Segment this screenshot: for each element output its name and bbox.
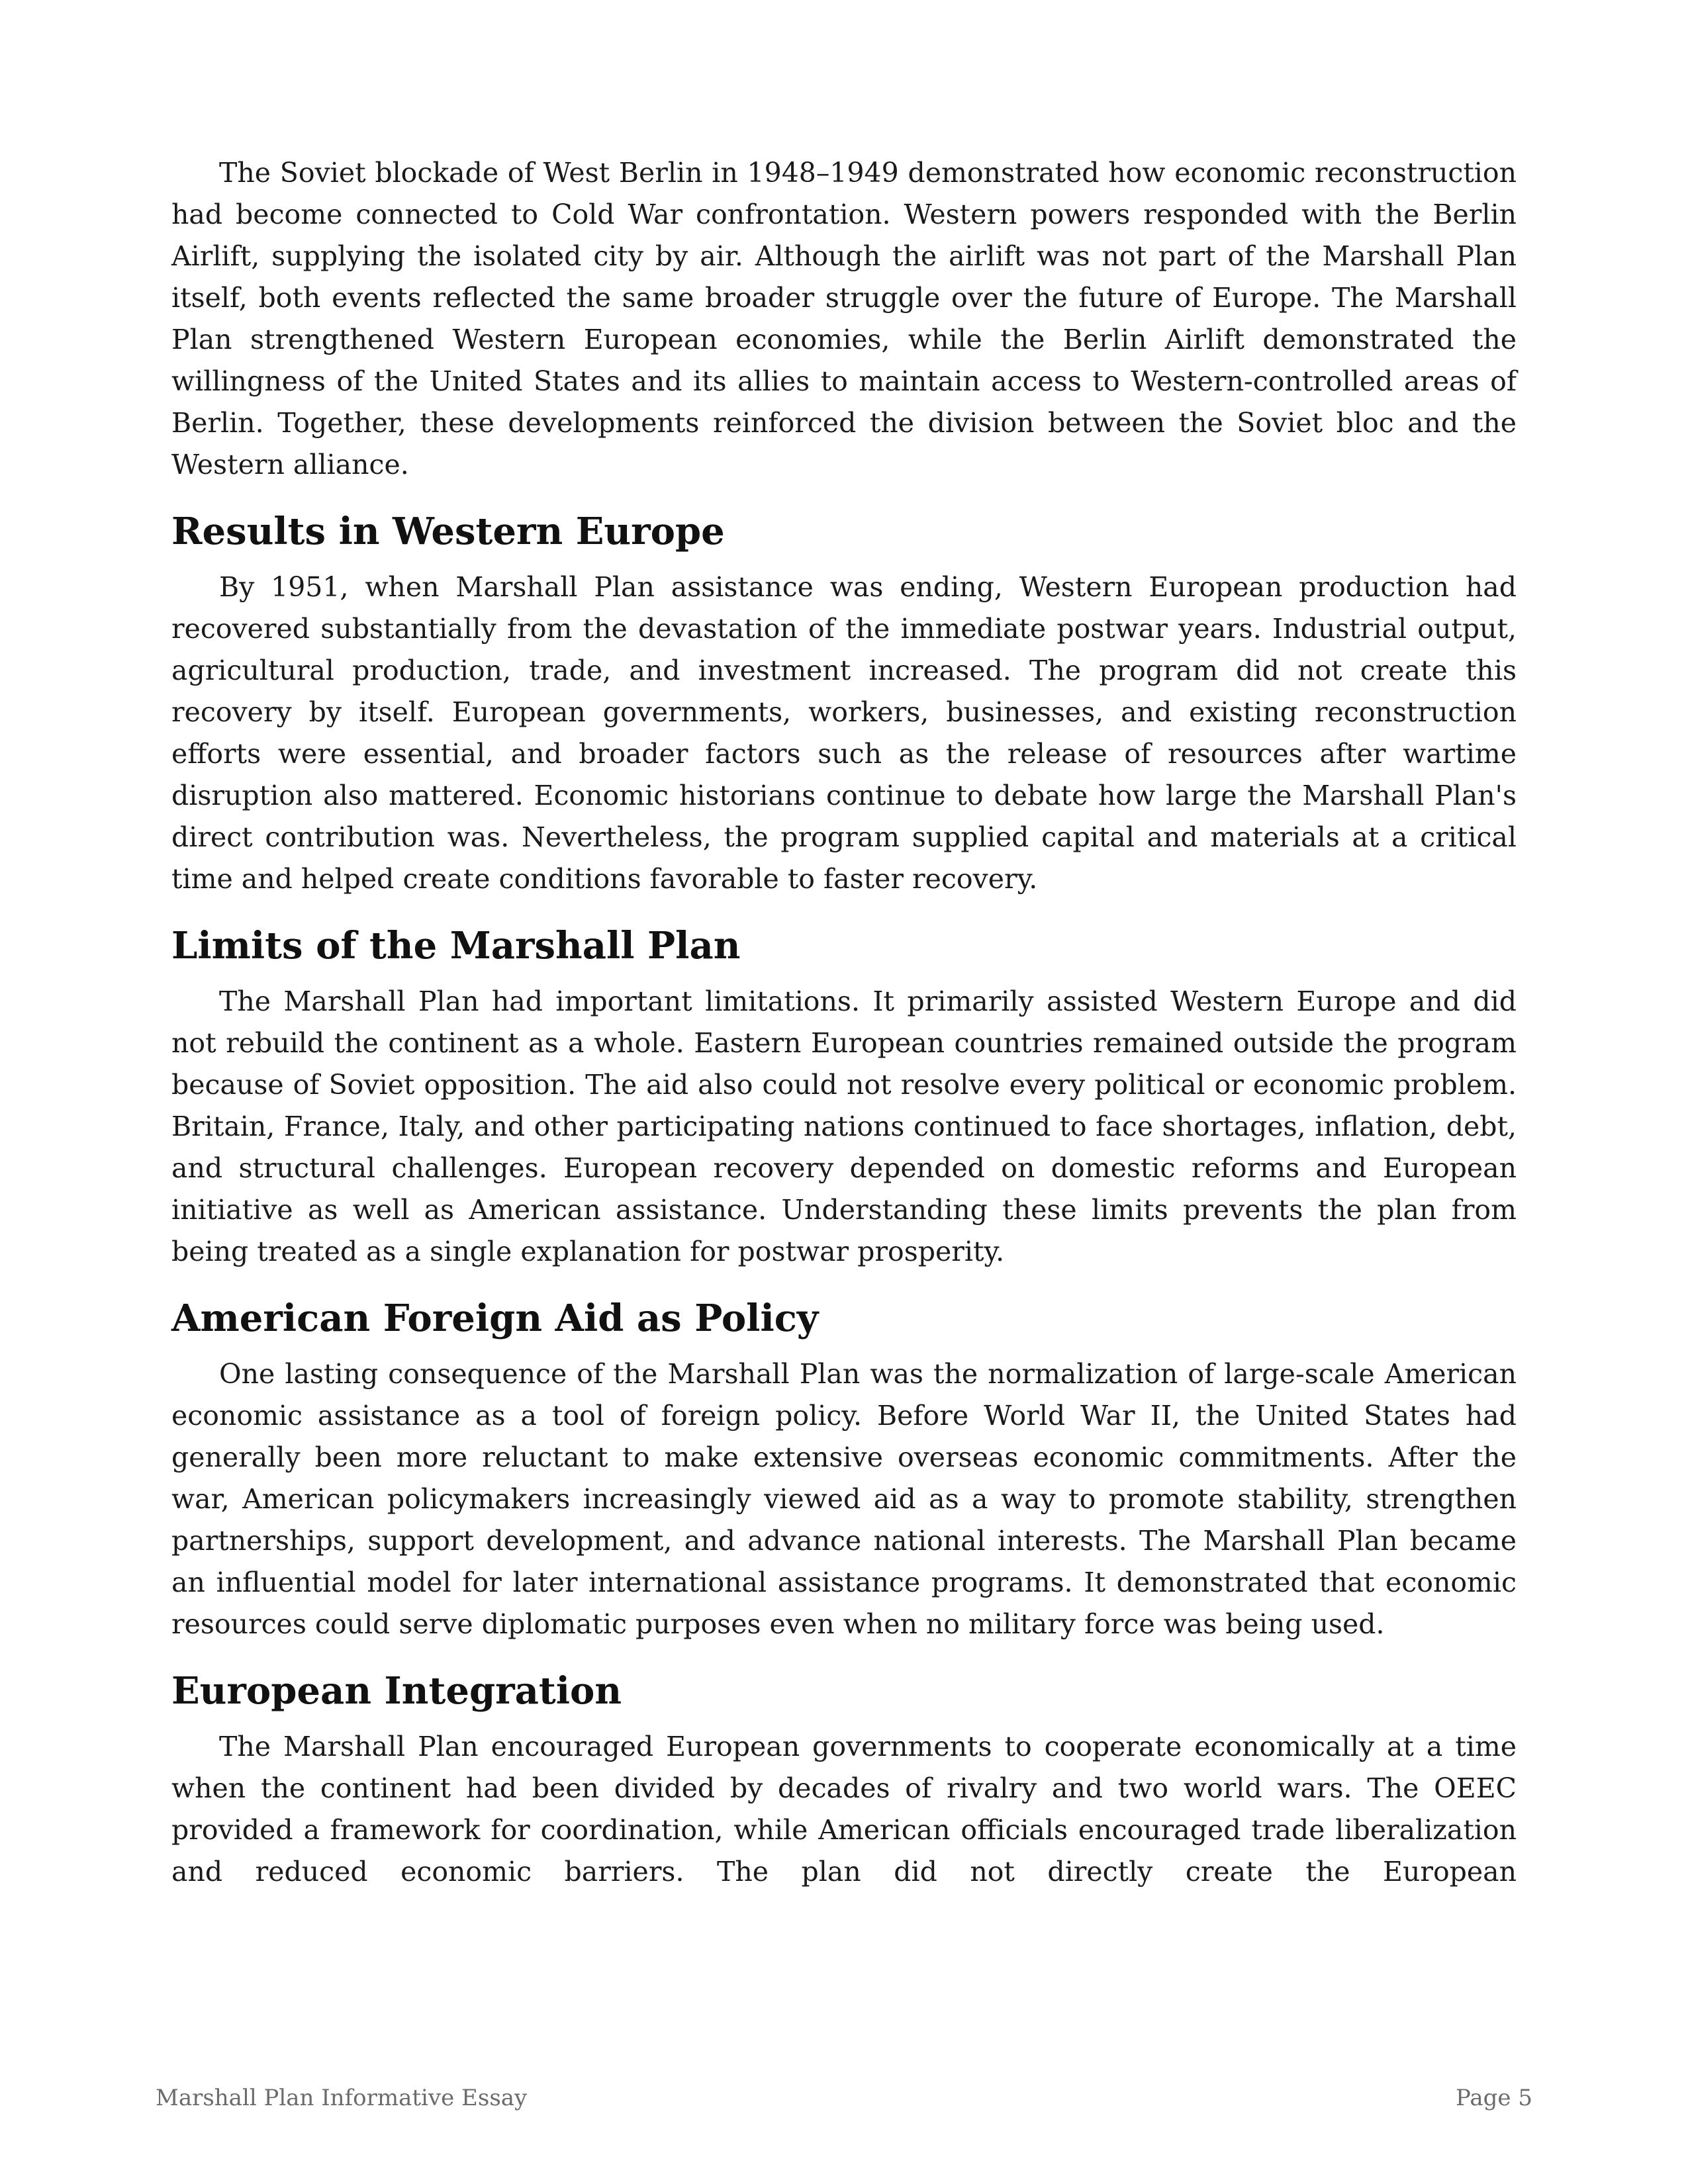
paragraph-european-integration: The Marshall Plan encouraged European governments to cooperate economically at a time when the continent had been divided by decades of rivalry and two world wars. The OEEC provided a framework for coordination, while American officials encouraged trade liberalization and reduced economic barriers. The plan did not directly create the European	[171, 1731, 1517, 1888]
heading-foreign-aid-policy: American Foreign Aid as Policy	[171, 1297, 819, 1340]
heading-results-western-europe: Results in Western Europe	[171, 510, 725, 553]
heading-european-integration: European Integration	[171, 1669, 622, 1713]
paragraph-limits-marshall-plan: The Marshall Plan had important limitations. It primarily assisted Western Europe and did not rebuild the continent as a whole. Eastern European countries remained outside the program because of Soviet opposition. The aid also could not resolve every political or economic problem. Britain, France, Italy, and other participating nations continued to face shortages, inflation, debt, and structural challenges. European recovery depended on domestic reforms and European initiative as well as American assistance. Understanding these limits prevents the plan from being treated as a single explanation for postwar prosperity.	[171, 985, 1517, 1267]
paragraph-berlin-blockade: The Soviet blockade of West Berlin in 1948–1949 demonstrated how economic reconstruction had become connected to Cold War confrontation. Western powers responded with the Berlin Airlift, supplying the isolated city by air. Although the airlift was not part of the Marshall Plan itself, both events reflected the same broader struggle over the future of Europe. The Marshall Plan strengthened Western European economies, while the Berlin Airlift demonstrated the willingness of the United States and its allies to maintain access to Western-controlled areas of Berlin. Together, these developments reinforced the division between the Soviet bloc and the Western alliance.	[171, 157, 1517, 480]
footer-document-title: Marshall Plan Informative Essay	[156, 2085, 528, 2111]
page-footer	[156, 2085, 1532, 2111]
footer-page-number: Page 5	[1456, 2085, 1532, 2111]
paragraph-foreign-aid-policy: One lasting consequence of the Marshall Plan was the normalization of large-scale American economic assistance as a tool of foreign policy. Before World War II, the United States had generally been more reluctant to make extensive overseas economic commitments. After the war, American policymakers increasingly viewed aid as a way to promote stability, strengthen partnerships, support development, and advance national interests. The Marshall Plan became an influential model for later international assistance programs. It demonstrated that economic resources could serve diplomatic purposes even when no military force was being used.	[171, 1358, 1517, 1640]
heading-limits-marshall-plan: Limits of the Marshall Plan	[171, 924, 741, 968]
page-content	[171, 152, 1517, 1893]
paragraph-results-western-europe: By 1951, when Marshall Plan assistance was ending, Western European production had recovered substantially from the devastation of the immediate postwar years. Industrial output, agricultural production, trade, and investment increased. The program did not create this recovery by itself. European governments, workers, businesses, and existing reconstruction efforts were essential, and broader factors such as the release of resources after wartime disruption also mattered. Economic historians continue to debate how large the Marshall Plan's direct contribution was. Nevertheless, the program supplied capital and materials at a critical time and helped create conditions favorable to faster recovery.	[171, 571, 1517, 895]
